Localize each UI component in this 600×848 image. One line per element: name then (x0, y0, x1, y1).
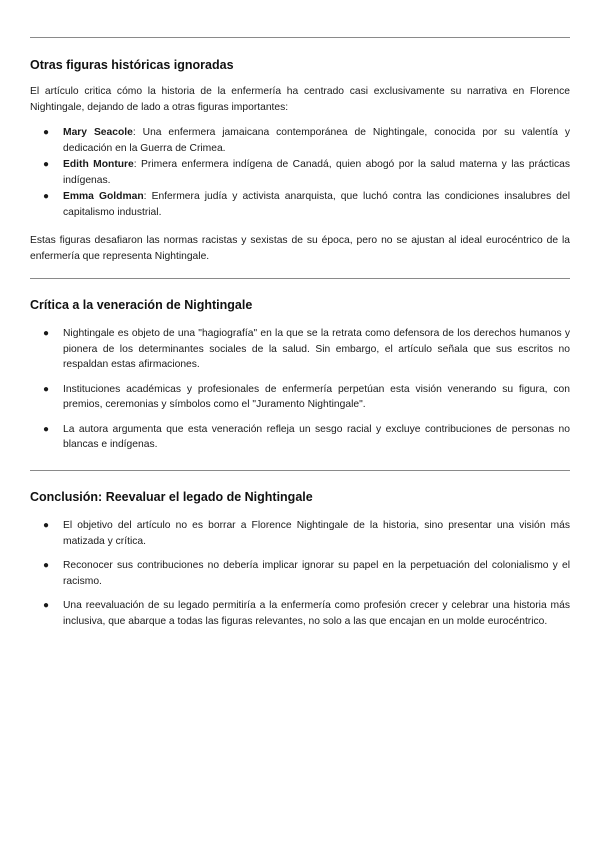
bullet-icon: ● (43, 520, 50, 531)
section-critica (30, 298, 570, 462)
critique-list (30, 326, 570, 453)
list-item (30, 157, 570, 188)
list-item (30, 125, 570, 156)
section-heading: Otras figuras históricas ignoradas (30, 58, 234, 72)
bullet-icon: ● (43, 423, 50, 435)
list-item (30, 558, 570, 589)
figure-name: Edith Monture (63, 159, 134, 170)
section-outro: Estas figuras desafiaron las normas racistas y sexistas de su época, pero no se ajustan al ideal eurocéntrico de la enfermería que representa Nightingale. (30, 235, 570, 262)
figure-description: : Enfermera judía y activista anarquista, que luchó contra las condiciones insalubres del capitalismo industrial. (63, 191, 571, 218)
bullet-icon: ● (43, 191, 50, 202)
list-item-text: Nightingale es objeto de una "hagiografía" en la que se la retrata como defensora de los derechos humanos y pionera de los determinantes sociales de la salud. Sin embargo, el artículo señala que sus escritos no respaldan estas afirmaciones. (63, 328, 570, 370)
list-item (30, 598, 570, 629)
bullet-icon: ● (43, 383, 50, 395)
list-item (30, 518, 570, 549)
list-item (30, 422, 570, 453)
section-otras-figuras (30, 58, 570, 264)
figure-name: Emma Goldman (63, 191, 144, 202)
section-intro: El artículo critica cómo la historia de la enfermería ha centrado casi exclusivamente su narrativa en Florence Nightingale, dejando de lado a otras figuras importantes: (30, 86, 570, 113)
section-divider (30, 278, 570, 279)
figure-description: : Primera enfermera indígena de Canadá, quien abogó por la salud materna y las prácticas indígenas. (63, 159, 571, 186)
bullet-icon: ● (43, 127, 50, 138)
section-heading: Conclusión: Reevaluar el legado de Nightingale (30, 490, 313, 504)
section-divider (30, 470, 570, 471)
section-heading: Crítica a la veneración de Nightingale (30, 298, 253, 312)
list-item-text: El objetivo del artículo no es borrar a Florence Nightingale de la historia, sino presentar una visión más matizada y crítica. (63, 520, 570, 547)
list-item-text: Una reevaluación de su legado permitiría a la enfermería como profesión crecer y celebrar una historia más inclusiva, que abarque a todas las figuras relevantes, no solo a las que encajan en un molde eurocéntrico. (63, 600, 570, 627)
section-divider (30, 37, 570, 38)
conclusion-list (30, 518, 570, 629)
figure-name: Mary Seacole (63, 127, 133, 138)
bullet-icon: ● (43, 159, 50, 170)
list-item (30, 189, 570, 220)
figure-description: : Una enfermera jamaicana contemporánea de Nightingale, conocida por su valentía y dedicación en la Guerra de Crimea. (63, 127, 570, 154)
bullet-icon: ● (43, 600, 50, 611)
list-item-text: La autora argumenta que esta veneración refleja un sesgo racial y excluye contribuciones de personas no blancas e indígenas. (63, 423, 570, 450)
list-item-text: Instituciones académicas y profesionales de enfermería perpetúan esta visión venerando su figura, con premios, ceremonias y símbolos como el "Juramento Nightingale". (63, 383, 570, 410)
bullet-icon: ● (43, 328, 50, 339)
bullet-icon: ● (43, 560, 50, 571)
figures-list (30, 125, 570, 220)
section-conclusion (30, 490, 570, 638)
list-item (30, 326, 570, 373)
list-item (30, 382, 570, 413)
list-item-text: Reconocer sus contribuciones no debería implicar ignorar su papel en la perpetuación del colonialismo y el racismo. (63, 560, 570, 587)
